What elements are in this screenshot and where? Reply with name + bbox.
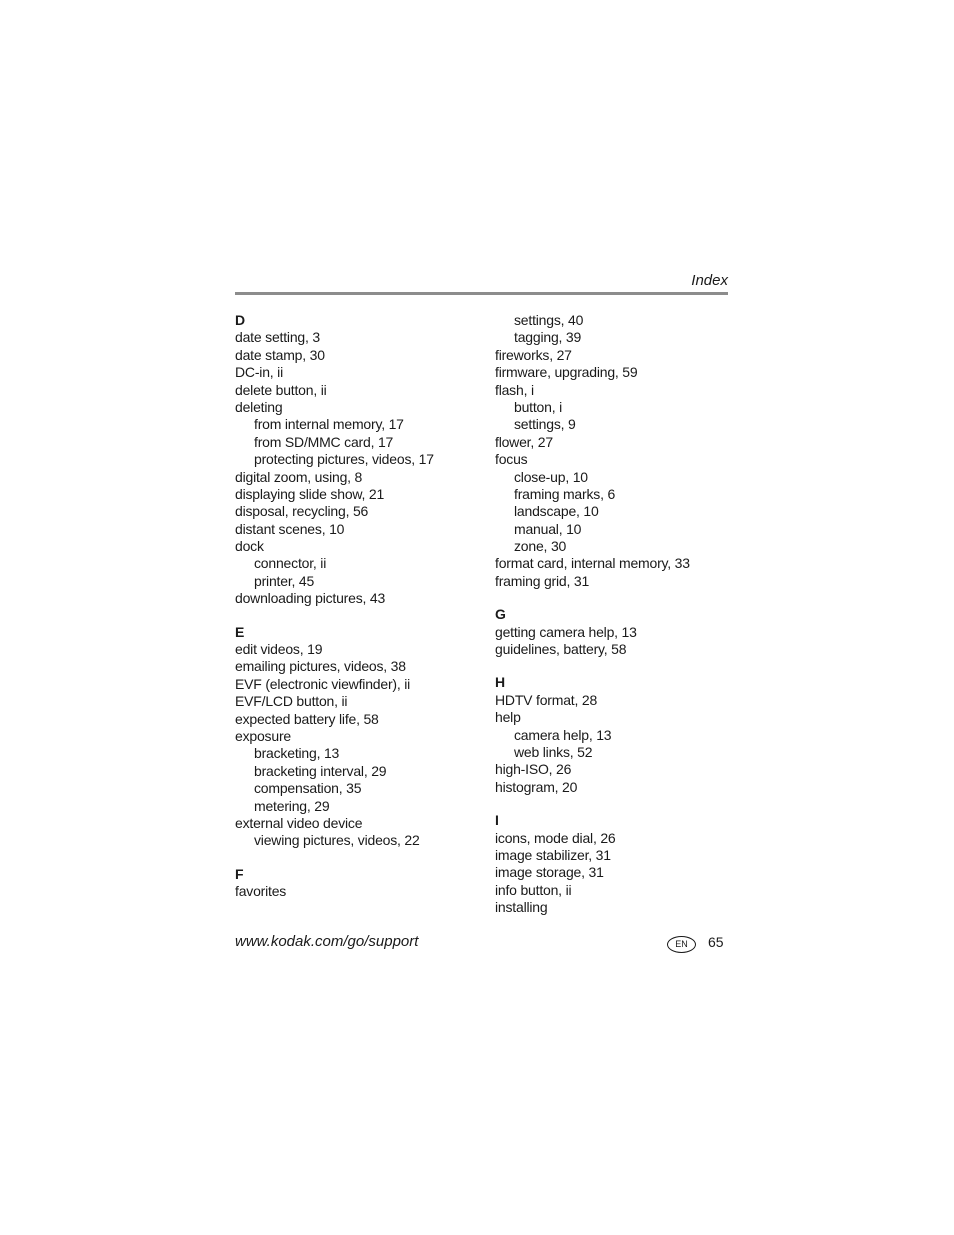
index-subentry: bracketing, 13 bbox=[254, 745, 340, 762]
index-entry: dock bbox=[235, 538, 264, 555]
index-entry: guidelines, battery, 58 bbox=[495, 641, 627, 658]
index-subentry: landscape, 10 bbox=[514, 503, 599, 520]
index-entry: flower, 27 bbox=[495, 433, 553, 450]
index-subentry: settings, 9 bbox=[514, 416, 576, 433]
index-section-letter: D bbox=[235, 312, 246, 328]
index-entry: installing bbox=[495, 899, 548, 916]
index-subentry: compensation, 35 bbox=[254, 780, 362, 797]
index-entry: exposure bbox=[235, 727, 291, 744]
index-entry: fireworks, 27 bbox=[495, 346, 572, 363]
index-subentry: from internal memory, 17 bbox=[254, 416, 404, 433]
index-entry: image stabilizer, 31 bbox=[495, 846, 611, 863]
support-url: www.kodak.com/go/support bbox=[235, 933, 419, 950]
index-subentry: metering, 29 bbox=[254, 797, 330, 814]
index-subentry: printer, 45 bbox=[254, 572, 315, 589]
index-entry: distant scenes, 10 bbox=[235, 520, 345, 537]
index-entry: date stamp, 30 bbox=[235, 346, 325, 363]
section-gap bbox=[495, 590, 745, 606]
index-section-letter: F bbox=[235, 865, 244, 882]
index-entry: focus bbox=[495, 451, 528, 468]
language-badge: EN bbox=[667, 936, 696, 953]
header-divider bbox=[235, 292, 728, 295]
index-subentry: camera help, 13 bbox=[514, 726, 612, 743]
index-subentry: close-up, 10 bbox=[514, 468, 588, 485]
index-entry: format card, internal memory, 33 bbox=[495, 555, 690, 572]
index-entry: downloading pictures, 43 bbox=[235, 590, 386, 607]
index-subentry: bracketing interval, 29 bbox=[254, 762, 387, 779]
index-entry: getting camera help, 13 bbox=[495, 623, 637, 640]
section-gap bbox=[495, 658, 745, 674]
section-gap bbox=[235, 850, 485, 866]
index-subentry: viewing pictures, videos, 22 bbox=[254, 832, 420, 849]
index-entry: DC-in, ii bbox=[235, 364, 283, 381]
index-section-letter: G bbox=[495, 606, 506, 623]
index-section-letter: E bbox=[235, 623, 245, 640]
index-entry: HDTV format, 28 bbox=[495, 691, 598, 708]
index-entry: deleting bbox=[235, 398, 283, 415]
index-entry: edit videos, 19 bbox=[235, 641, 323, 658]
index-entry: displaying slide show, 21 bbox=[235, 485, 385, 502]
index-subentry: button, i bbox=[514, 398, 563, 415]
index-entry: EVF/LCD button, ii bbox=[235, 693, 348, 710]
index-subentry: zone, 30 bbox=[514, 538, 567, 555]
index-entry: external video device bbox=[235, 814, 363, 831]
index-entry: high-ISO, 26 bbox=[495, 761, 572, 778]
index-subentry: protecting pictures, videos, 17 bbox=[254, 451, 434, 468]
index-entry: icons, mode dial, 26 bbox=[495, 829, 616, 846]
index-entry: image storage, 31 bbox=[495, 864, 604, 881]
page-title: Index bbox=[691, 272, 728, 289]
index-entry: disposal, recycling, 56 bbox=[235, 503, 369, 520]
index-column-left bbox=[235, 312, 485, 901]
index-entry: flash, i bbox=[495, 381, 534, 398]
index-entry: expected battery life, 58 bbox=[235, 710, 379, 727]
index-entry: delete button, ii bbox=[235, 381, 327, 398]
index-section-letter: H bbox=[495, 674, 506, 691]
section-gap bbox=[235, 608, 485, 624]
index-entry: emailing pictures, videos, 38 bbox=[235, 658, 406, 675]
index-subentry: connector, ii bbox=[254, 555, 327, 572]
index-column-right bbox=[495, 312, 745, 917]
index-subentry: from SD/MMC card, 17 bbox=[254, 433, 394, 450]
index-entry: EVF (electronic viewfinder), ii bbox=[235, 675, 411, 692]
index-entry: histogram, 20 bbox=[495, 778, 578, 795]
index-entry: favorites bbox=[235, 883, 287, 900]
index-entry: framing grid, 31 bbox=[495, 572, 590, 589]
index-subentry: framing marks, 6 bbox=[514, 485, 616, 502]
index-entry: help bbox=[495, 709, 521, 726]
index-subentry: manual, 10 bbox=[514, 520, 582, 537]
index-entry: digital zoom, using, 8 bbox=[235, 468, 363, 485]
index-subentry: tagging, 39 bbox=[514, 329, 582, 346]
index-entry: info button, ii bbox=[495, 881, 572, 898]
index-section-letter: I bbox=[495, 812, 499, 829]
index-subentry: web links, 52 bbox=[514, 743, 593, 760]
index-subentry: settings, 40 bbox=[514, 312, 584, 328]
page-number: 65 bbox=[708, 934, 724, 950]
page-header bbox=[235, 270, 728, 292]
index-entry: date setting, 3 bbox=[235, 329, 320, 346]
index-entry: firmware, upgrading, 59 bbox=[495, 364, 638, 381]
section-gap bbox=[495, 796, 745, 812]
